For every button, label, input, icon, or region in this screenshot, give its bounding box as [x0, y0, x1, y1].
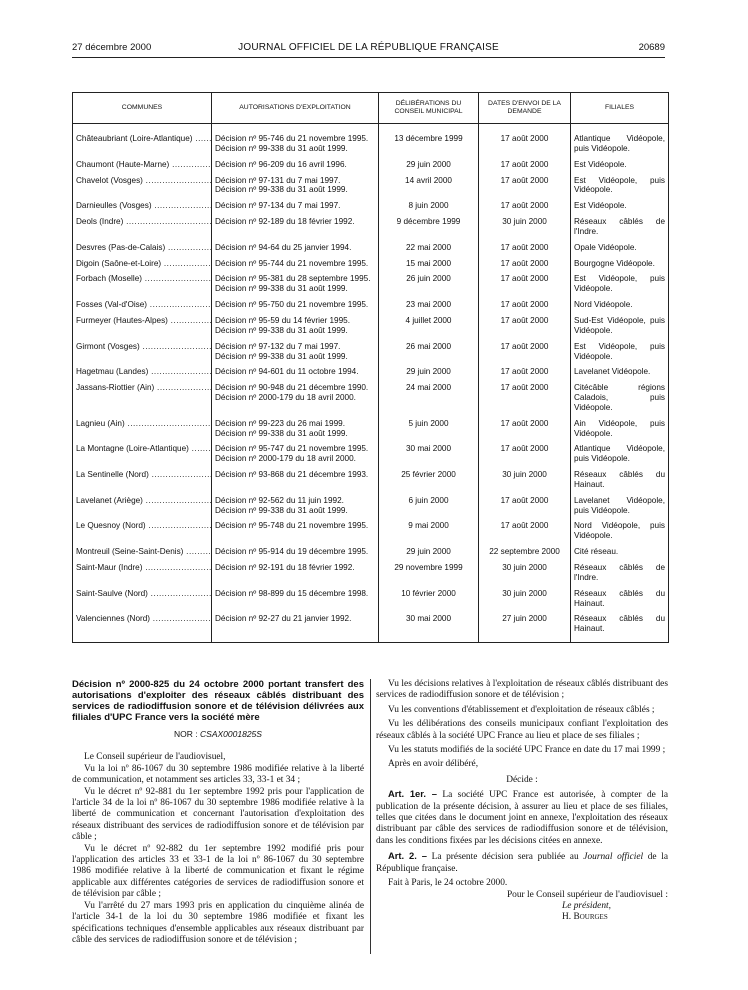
- commune-name: La Sentinelle (Nord) .....: [76, 470, 212, 479]
- cell-deliberation: 25 février 2000: [379, 464, 479, 490]
- autorisation-line: Décision nº 95-744 du 21 novembre 1995.: [215, 258, 369, 268]
- autorisation-line: Décision nº 96-209 du 16 avril 1996.: [215, 159, 347, 169]
- table-row: [73, 336, 669, 362]
- autorisation-line: Décision nº 97-131 du 7 mai 1997.: [215, 175, 341, 185]
- cell-commune: [73, 310, 212, 336]
- commune-name: Deols (Indre) .....: [76, 217, 212, 226]
- cell-date-envoi: 27 juin 2000: [479, 608, 571, 642]
- paragraph: Vu les délibérations des conseils municipaux confiant l'exploitation des réseaux câblés à la société UPC France au lieu et place de ses filiales ;: [376, 719, 668, 741]
- table-row: [73, 124, 669, 154]
- cell-autorisations: [212, 377, 379, 413]
- cell-autorisations: [212, 268, 379, 294]
- table-row: [73, 583, 669, 609]
- commune-name: Furmeyer (Hautes-Alpes) .....: [76, 316, 212, 325]
- cell-autorisations: [212, 464, 379, 490]
- signature-title: Le président,: [562, 900, 611, 911]
- cell-deliberation: 13 décembre 1999: [379, 124, 479, 154]
- cell-autorisations: [212, 583, 379, 609]
- cell-autorisations: [212, 490, 379, 516]
- paragraph: Vu le décret nº 92-882 du 1er septembre 1992 modifié pris pour l'application des articles 33 et 33-1 de la loi nº 86-1067 du 30 septembre 1986 modifiée relative à la liberté de communication et fixant le régime applicable aux différentes catégories de services de radiodiffusion sonore et de télévision par câble ;: [72, 843, 364, 900]
- commune-name: Chaumont (Haute-Marne) .....: [76, 160, 212, 169]
- commune-name: Valenciennes (Nord) .....: [76, 614, 212, 623]
- cell-commune: [73, 464, 212, 490]
- column-header-communes: COMMUNES: [73, 93, 212, 124]
- nor-code: CSAX0001825S: [200, 729, 262, 739]
- cell-autorisations: [212, 515, 379, 541]
- cell-date-envoi: 30 juin 2000: [479, 211, 571, 237]
- table-row: [73, 464, 669, 490]
- autorisation-line: Décision nº 99-338 du 31 août 1999.: [215, 143, 348, 153]
- autorisation-line: Décision nº 95-747 du 21 novembre 1995.: [215, 444, 369, 454]
- cell-autorisations: [212, 237, 379, 253]
- article-2: [376, 850, 668, 875]
- autorisation-line: Décision nº 92-27 du 21 janvier 1992.: [215, 614, 352, 624]
- paragraph: Vu les décisions relatives à l'exploitation de réseaux câblés distribuant des services de radiodiffusion sonore et de télévision ;: [376, 679, 668, 701]
- commune-name: Forbach (Moselle) .....: [76, 274, 212, 283]
- cell-commune: [73, 413, 212, 439]
- table-row: [73, 515, 669, 541]
- autorisation-line: Décision nº 99-338 du 31 août 1999.: [215, 351, 348, 361]
- cell-commune: [73, 361, 212, 377]
- cell-commune: [73, 608, 212, 642]
- table-row: [73, 268, 669, 294]
- autorisation-line: Décision nº 93-868 du 21 décembre 1993.: [215, 470, 369, 480]
- nor-label: NOR :: [174, 729, 201, 739]
- commune-name: Lavelanet (Ariège) .....: [76, 496, 212, 505]
- cell-date-envoi: 17 août 2000: [479, 336, 571, 362]
- right-text-column: [376, 679, 668, 924]
- article-1-label: Art. 1er. –: [388, 788, 437, 800]
- fait-a-paris: Fait à Paris, le 24 octobre 2000.: [388, 878, 508, 889]
- cell-commune: [73, 253, 212, 269]
- signature-name: H. Bourges: [562, 912, 608, 923]
- autorisation-line: Décision nº 92-189 du 18 février 1992.: [215, 217, 355, 227]
- cell-filiale: Réseaux câblés du Hainaut.: [571, 608, 669, 642]
- commune-name: La Montagne (Loire-Atlantique) .....: [76, 444, 212, 453]
- table-row: [73, 490, 669, 516]
- cell-date-envoi: 17 août 2000: [479, 438, 571, 464]
- cell-commune: [73, 557, 212, 583]
- cell-filiale: Ain Vidéopole, puis Vidéopole.: [571, 413, 669, 439]
- cell-deliberation: 8 juin 2000: [379, 195, 479, 211]
- cell-date-envoi: 17 août 2000: [479, 253, 571, 269]
- table-row: [73, 195, 669, 211]
- cell-date-envoi: 17 août 2000: [479, 170, 571, 196]
- commune-name: Jassans-Riottier (Ain) .....: [76, 383, 212, 392]
- table-row: [73, 237, 669, 253]
- journal-officiel: Journal officiel: [583, 852, 644, 863]
- table-row: [73, 413, 669, 439]
- commune-name: Darnieulles (Vosges) .....: [76, 201, 212, 210]
- cell-date-envoi: 17 août 2000: [479, 124, 571, 154]
- cell-commune: [73, 170, 212, 196]
- table-row: [73, 253, 669, 269]
- cell-date-envoi: 17 août 2000: [479, 294, 571, 310]
- cell-deliberation: 9 décembre 1999: [379, 211, 479, 237]
- cell-commune: [73, 336, 212, 362]
- commune-name: Digoin (Saône-et-Loire) .....: [76, 259, 212, 268]
- cell-filiale: Réseaux câblés de l'Indre.: [571, 557, 669, 583]
- header-page-number: 20689: [638, 42, 665, 53]
- cell-filiale: Est Vidéopole, puis Vidéopole.: [571, 170, 669, 196]
- cell-date-envoi: 17 août 2000: [479, 154, 571, 170]
- cell-commune: [73, 438, 212, 464]
- autorisation-line: Décision nº 92-191 du 18 février 1992.: [215, 563, 355, 572]
- table-row: [73, 310, 669, 336]
- cell-filiale: Est Vidéopole.: [571, 195, 669, 211]
- article-2-label: Art. 2. –: [388, 850, 427, 862]
- cell-filiale: Citécâble régions Caladois, puis Vidéopole.: [571, 377, 669, 413]
- header-journal-title: JOURNAL OFFICIEL DE LA RÉPUBLIQUE FRANÇAISE: [238, 42, 499, 53]
- autorisation-line: Décision nº 99-338 du 31 août 1999.: [215, 185, 348, 195]
- decide-heading: Décide :: [506, 774, 538, 785]
- cell-commune: [73, 237, 212, 253]
- table-header-row: [73, 93, 669, 124]
- commune-name: Hagetmau (Landes) .....: [76, 367, 212, 376]
- cell-deliberation: 29 juin 2000: [379, 154, 479, 170]
- cell-filiale: Atlantique Vidéopole, puis Vidéopole.: [571, 124, 669, 154]
- table-body: [73, 124, 669, 643]
- cell-date-envoi: 30 juin 2000: [479, 583, 571, 609]
- cell-filiale: Cité réseau.: [571, 541, 669, 557]
- autorisation-line: Décision nº 97-132 du 7 mai 1997.: [215, 341, 341, 351]
- cell-autorisations: [212, 124, 379, 154]
- cell-autorisations: [212, 310, 379, 336]
- autorisation-line: Décision nº 2000-179 du 18 avril 2000.: [215, 393, 356, 403]
- cell-date-envoi: 17 août 2000: [479, 361, 571, 377]
- cell-filiale: Lavelanet Vidéopole, puis Vidéopole.: [571, 490, 669, 516]
- cell-commune: [73, 211, 212, 237]
- nor-reference: [72, 729, 364, 740]
- cell-date-envoi: 17 août 2000: [479, 268, 571, 294]
- cell-commune: [73, 490, 212, 516]
- table-row: [73, 294, 669, 310]
- cell-date-envoi: 30 juin 2000: [479, 557, 571, 583]
- cell-deliberation: 22 mai 2000: [379, 237, 479, 253]
- cell-filiale: Réseaux câblés du Hainaut.: [571, 583, 669, 609]
- cell-deliberation: 26 mai 2000: [379, 336, 479, 362]
- cell-filiale: Est Vidéopole, puis Vidéopole.: [571, 268, 669, 294]
- column-divider: [370, 679, 371, 954]
- cell-deliberation: 29 novembre 1999: [379, 557, 479, 583]
- cell-filiale: Réseaux câblés du Hainaut.: [571, 464, 669, 490]
- cell-deliberation: 15 mai 2000: [379, 253, 479, 269]
- autorisation-line: Décision nº 2000-179 du 18 avril 2000.: [215, 454, 356, 464]
- cell-deliberation: 9 mai 2000: [379, 515, 479, 541]
- cell-filiale: Bourgogne Vidéopole.: [571, 253, 669, 269]
- column-header-filiales: FILIALES: [571, 93, 669, 124]
- cell-deliberation: 29 juin 2000: [379, 361, 479, 377]
- table-row: [73, 608, 669, 642]
- autorisation-line: Décision nº 97-134 du 7 mai 1997.: [215, 201, 341, 211]
- paragraph: Après en avoir délibéré,: [388, 759, 479, 770]
- article-1-text: La société UPC France est autorisée, à compter de la publication de la présente décision, à assurer au lieu et place de ses filiales, telles que citées dans le document joint en annexe, l'exploitation des réseaux distribuant par câble des services de radiodiffusion sonore et de télévision, dans les conditions fixées par les décisions citées en annexe.: [376, 790, 669, 846]
- cell-date-envoi: 17 août 2000: [479, 490, 571, 516]
- cell-commune: [73, 195, 212, 211]
- autorisation-line: Décision nº 99-223 du 26 mai 1999.: [215, 418, 345, 428]
- signature-line-1: Pour le Conseil supérieur de l'audiovisuel :: [506, 889, 668, 900]
- annex-table: [72, 92, 669, 643]
- autorisation-line: Décision nº 95-914 du 19 décembre 1995.: [215, 547, 369, 557]
- cell-deliberation: 23 mai 2000: [379, 294, 479, 310]
- autorisation-line: Décision nº 98-899 du 15 décembre 1998.: [215, 588, 369, 598]
- commune-name: Montreuil (Seine-Saint-Denis) .....: [76, 547, 212, 556]
- decision-title: Décision nº 2000-825 du 24 octobre 2000 portant transfert des autorisations d'exploiter des réseaux câblés distribuant des services de radiodiffusion sonore et de télévision délivrées aux filiales d'UPC France vers la société mère: [72, 679, 364, 723]
- cell-commune: [73, 294, 212, 310]
- cell-filiale: Est Vidéopole.: [571, 154, 669, 170]
- autorisation-line: Décision nº 95-750 du 21 novembre 1995.: [215, 300, 369, 310]
- autorisation-line: Décision nº 99-338 du 31 août 1999.: [215, 284, 348, 294]
- article-1: [376, 788, 668, 847]
- cell-commune: [73, 124, 212, 154]
- cell-deliberation: 30 mai 2000: [379, 438, 479, 464]
- commune-name: Châteaubriant (Loire-Atlantique) .....: [76, 134, 212, 143]
- cell-date-envoi: 17 août 2000: [479, 413, 571, 439]
- cell-date-envoi: 17 août 2000: [479, 310, 571, 336]
- autorisation-line: Décision nº 94-601 du 11 octobre 1994.: [215, 367, 359, 377]
- cell-date-envoi: 17 août 2000: [479, 195, 571, 211]
- table-row: [73, 541, 669, 557]
- cell-filiale: Nord Vidéopole.: [571, 294, 669, 310]
- commune-name: Lagnieu (Ain) .....: [76, 419, 212, 428]
- header-rule: [72, 57, 665, 58]
- cell-commune: [73, 268, 212, 294]
- paragraph: Vu les conventions d'établissement et d'exploitation de réseaux câblés ;: [388, 704, 655, 715]
- autorisation-line: Décision nº 90-948 du 21 décembre 1990.: [215, 383, 369, 393]
- cell-autorisations: [212, 413, 379, 439]
- cell-filiale: Sud-Est Vidéopole, puis Vidéopole.: [571, 310, 669, 336]
- column-header-dates-envoi: DATES D'ENVOI DE LA DEMANDE: [479, 93, 571, 124]
- commune-name: Chavelot (Vosges) .....: [76, 176, 212, 185]
- cell-deliberation: 24 mai 2000: [379, 377, 479, 413]
- cell-commune: [73, 377, 212, 413]
- cell-autorisations: [212, 253, 379, 269]
- commune-name: Saint-Maur (Indre) .....: [76, 563, 212, 572]
- cell-filiale: Nord Vidéopole, puis Vidéopole.: [571, 515, 669, 541]
- table-row: [73, 557, 669, 583]
- cell-deliberation: 26 juin 2000: [379, 268, 479, 294]
- autorisation-line: Décision nº 99-338 du 31 août 1999.: [215, 325, 348, 335]
- cell-deliberation: 29 juin 2000: [379, 541, 479, 557]
- cell-deliberation: 10 février 2000: [379, 583, 479, 609]
- cell-commune: [73, 515, 212, 541]
- cell-filiale: Est Vidéopole, puis Vidéopole.: [571, 336, 669, 362]
- column-header-autorisations: AUTORISATIONS D'EXPLOITATION: [212, 93, 379, 124]
- cell-autorisations: [212, 170, 379, 196]
- table-row: [73, 211, 669, 237]
- paragraph: Vu l'arrêté du 27 mars 1993 pris en application du cinquième alinéa de l'article 34-1 de la loi du 30 septembre 1986 modifiée et fixant les spécifications techniques d'ensemble applicables aux réseaux distribuant par câble des services de radiodiffusion sonore et de télévision ;: [72, 900, 364, 945]
- cell-date-envoi: 17 août 2000: [479, 377, 571, 413]
- paragraph: Vu les statuts modifiés de la société UPC France en date du 17 mai 1999 ;: [388, 745, 666, 756]
- cell-autorisations: [212, 211, 379, 237]
- autorisation-line: Décision nº 94-64 du 25 janvier 1994.: [215, 242, 352, 252]
- cell-autorisations: [212, 608, 379, 642]
- autorisation-line: Décision nº 92-562 du 11 juin 1992.: [215, 495, 344, 505]
- header-date: 27 décembre 2000: [72, 42, 152, 53]
- commune-name: Fosses (Val-d'Oise) .....: [76, 300, 212, 309]
- paragraph: Vu le décret nº 92-881 du 1er septembre 1992 pris pour l'application de l'article 34 de la loi nº 86-1067 du 30 septembre 1986 modifiée relative à la liberté de communication et concernant l'autorisation d'exploitation des réseaux distribuant des services de radiodiffusion sonore et de télévision par câble ;: [72, 786, 364, 843]
- page-header: [72, 42, 665, 56]
- cell-autorisations: [212, 361, 379, 377]
- cell-filiale: Lavelanet Vidéopole.: [571, 361, 669, 377]
- commune-name: Saint-Saulve (Nord) .....: [76, 589, 212, 598]
- commune-name: Le Quesnoy (Nord) .....: [76, 521, 212, 530]
- cell-autorisations: [212, 438, 379, 464]
- cell-filiale: Opale Vidéopole.: [571, 237, 669, 253]
- cell-filiale: Atlantique Vidéopole, puis Vidéopole.: [571, 438, 669, 464]
- cell-autorisations: [212, 294, 379, 310]
- commune-name: Girmont (Vosges) .....: [76, 342, 212, 351]
- autorisation-line: Décision nº 99-338 du 31 août 1999.: [215, 428, 348, 438]
- cell-deliberation: 30 mai 2000: [379, 608, 479, 642]
- cell-deliberation: 5 juin 2000: [379, 413, 479, 439]
- cell-autorisations: [212, 557, 379, 583]
- table-row: [73, 361, 669, 377]
- article-2-end: de la République française.: [376, 852, 668, 874]
- paragraph: Vu la loi nº 86-1067 du 30 septembre 1986 modifiée relative à la liberté de communication, et notamment ses articles 33, 33-1 et 34 ;: [72, 763, 364, 786]
- paragraph: Le Conseil supérieur de l'audiovisuel,: [84, 752, 226, 763]
- cell-date-envoi: 17 août 2000: [479, 515, 571, 541]
- autorisation-line: Décision nº 95-748 du 21 novembre 1995.: [215, 521, 369, 531]
- autorisation-line: Décision nº 95-59 du 14 février 1995.: [215, 315, 350, 325]
- table-row: [73, 377, 669, 413]
- cell-autorisations: [212, 541, 379, 557]
- autorisation-line: Décision nº 95-746 du 21 novembre 1995.: [215, 134, 369, 143]
- autorisation-line: Décision nº 95-381 du 28 septembre 1995.: [215, 274, 371, 284]
- cell-deliberation: 14 avril 2000: [379, 170, 479, 196]
- signature-line-2: [376, 901, 668, 912]
- table-row: [73, 170, 669, 196]
- column-header-deliberations: DÉLIBÉRATIONS DU CONSEIL MUNICIPAL: [379, 93, 479, 124]
- cell-deliberation: 6 juin 2000: [379, 490, 479, 516]
- autorisation-line: Décision nº 99-338 du 31 août 1999.: [215, 505, 348, 515]
- cell-filiale: Réseaux câblés de l'Indre.: [571, 211, 669, 237]
- cell-date-envoi: 17 août 2000: [479, 237, 571, 253]
- commune-name: Desvres (Pas-de-Calais) .....: [76, 243, 212, 252]
- cell-deliberation: 4 juillet 2000: [379, 310, 479, 336]
- cell-date-envoi: 22 septembre 2000: [479, 541, 571, 557]
- left-text-column: [72, 679, 364, 946]
- cell-commune: [73, 583, 212, 609]
- cell-commune: [73, 154, 212, 170]
- cell-autorisations: [212, 336, 379, 362]
- cell-autorisations: [212, 154, 379, 170]
- table-row: [73, 154, 669, 170]
- cell-commune: [73, 541, 212, 557]
- cell-date-envoi: 30 juin 2000: [479, 464, 571, 490]
- table-row: [73, 438, 669, 464]
- cell-autorisations: [212, 195, 379, 211]
- article-2-text: La présente décision sera publiée au: [426, 852, 584, 863]
